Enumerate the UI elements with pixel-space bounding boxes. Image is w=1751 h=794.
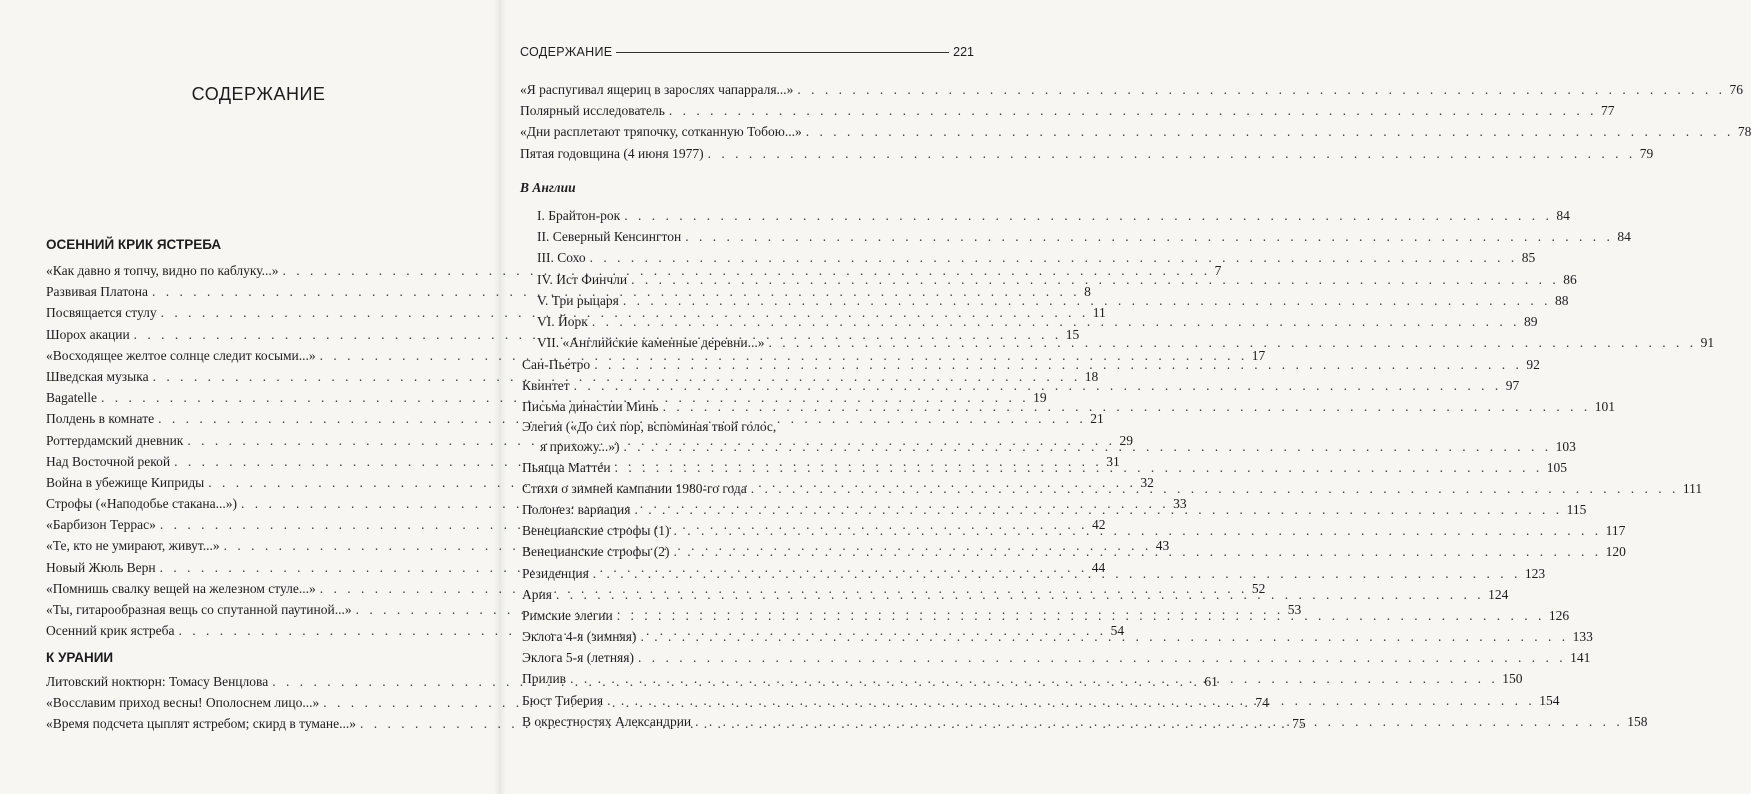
toc-leader-dots [768,332,1696,353]
toc-entry-page: 101 [1594,399,1615,415]
toc-entry-title: «Я распугивал ящериц в зарослях чапарраля...» [520,82,794,97]
toc-entry-page: 61 [1204,674,1218,689]
toc-leader-dots [574,375,1502,396]
toc-entry-title: Шорох акации [46,326,130,342]
page-title: СОДЕРЖАНИЕ [191,84,326,104]
toc-entry [520,143,1654,164]
toc-entry-title: Шведская музыка [46,368,149,384]
toc-entry-title: Полдень в комнате [46,411,155,427]
toc-entry-title: Ария [522,586,552,602]
toc-entry-page: 19 [1033,390,1047,406]
toc-entry [537,269,1577,290]
toc-entry-page: 17 [1251,347,1266,363]
toc-entry-page: 115 [1566,501,1587,517]
toc-entry-page: 29 [1119,432,1133,448]
toc-entry [537,290,1569,311]
toc-entry-page: 154 [1539,692,1560,708]
toc-entry-title: Римские элегии [522,607,613,623]
toc-entry [537,247,1536,268]
toc-entry-title: Сан-Пьетро [522,357,591,372]
toc-leader-dots [594,354,1522,375]
toc-leader-dots [638,647,1566,668]
toc-entry-title: Письма династии Минь [522,399,659,415]
toc-entry-title: Литовский ноктюрн: Томасу Венцлова [46,674,269,689]
toc-leader-dots [663,396,1591,417]
toc-entry [520,100,1615,121]
toc-entry-page: 124 [1488,586,1509,602]
section-heading: К УРАНИИ [46,650,114,665]
toc-entry-title: Посвящается стулу [46,305,157,321]
subsection-heading: В Англии [520,180,576,195]
toc-entry-title: «Как давно я топчу, видно по каблуку...» [46,263,279,278]
toc-entry-page: 86 [1563,271,1577,287]
toc-entry-title: «Ты, гитарообразная вещь со спутанной паутиной...» [46,602,352,617]
toc-entry-title: Роттердамский дневник [46,432,184,448]
toc-leader-dots [797,79,1725,100]
section-heading: ОСЕННИЙ КРИК ЯСТРЕБА [46,237,222,252]
toc-entry-title: Резиденция [522,565,589,581]
toc-entry [520,121,1751,142]
toc-entry-title: I. Брайтон-рок [537,208,621,223]
running-head [520,45,974,59]
toc-entry-title: Эклога 5-я (летняя) [522,650,634,666]
toc-entry-title: «Те, кто не умирают, живут...» [46,538,220,554]
toc-entry-page: 74 [1255,695,1269,711]
toc-entry-page: 33 [1173,496,1187,512]
toc-entry-page: 43 [1155,538,1170,554]
toc-entry-page: 105 [1546,459,1567,475]
toc-entry-page: 84 [1556,208,1570,223]
toc-entry-page: 79 [1639,145,1654,161]
toc-entry-title: Строфы («Наподобье стакана...») [46,496,237,512]
toc-entry-page: 141 [1570,650,1591,666]
toc-entry-page: 126 [1548,607,1570,623]
toc-entry-title: Полонез: вариация [522,501,631,517]
toc-leader-dots [615,457,1543,478]
toc-entry-title: Эклога 4-я (зимняя) [522,629,637,645]
toc-entry-title: II. Северный Кенсингтон [537,229,682,245]
toc-entry-page: 85 [1521,250,1536,266]
toc-entry-page: 103 [1555,438,1576,454]
toc-entry-page: 91 [1700,335,1715,351]
running-head-title: СОДЕРЖАНИЕ [520,45,613,59]
toc-entry-title-cont: я прихожу...») [540,438,620,454]
toc-leader-dots [674,520,1602,541]
toc-leader-dots [685,226,1613,247]
toc-entry-title: «Барбизон Террас» [46,517,156,533]
toc-entry-title: VII. «Английские каменные деревни...» [537,335,765,351]
toc-entry-title: «Восходящее желтое солнце следит косыми...» [46,347,316,363]
toc-entry-page: 76 [1729,82,1744,97]
toc-entry-page: 8 [1084,284,1091,300]
toc-entry-page: 123 [1524,565,1546,581]
toc-entry-page: 84 [1617,229,1631,245]
toc-entry-title: Бюст Тиберия [522,692,604,708]
toc-leader-dots [623,290,1551,311]
toc-leader-dots [640,626,1568,647]
toc-leader-dots [669,100,1597,121]
toc-entry-title: Bagatelle [46,390,97,406]
toc-entry-title: Новый Жюль Верн [46,559,156,575]
toc-entry-title: Пятая годовщина (4 июня 1977) [520,145,704,161]
toc-entry [520,79,1744,100]
toc-leader-dots [624,436,1552,457]
toc-entry-title: IV. Ист Финчли [537,271,628,287]
toc-leader-dots [634,499,1562,520]
toc-entry-title: VI. Йорк [537,313,588,329]
toc-entry-page: 120 [1605,544,1626,560]
toc-entry-title: V. Три рыцаря [537,292,619,308]
toc-leader-dots [806,121,1734,142]
toc-entry-page: 31 [1106,453,1120,469]
toc-leader-dots [708,143,1636,164]
toc-leader-dots [590,247,1518,268]
toc-entry-title: Пьяцца Маттéи [522,459,611,475]
toc-entry-page: 92 [1526,357,1540,372]
toc-entry-title: Венецианские строфы (2) [522,544,670,560]
toc-entry-page: 42 [1092,517,1106,533]
toc-entry-title: Полярный исследователь [520,103,665,119]
toc-leader-dots [593,563,1521,584]
running-head-rule [616,52,949,53]
toc-entry-title: Квинтет [522,378,570,394]
toc-entry-page: 75 [1292,716,1306,732]
toc-leader-dots [556,584,1484,605]
toc-entry-page: 18 [1084,368,1099,384]
toc-leader-dots [607,690,1535,711]
toc-entry-title: Прилив [522,671,567,687]
toc-leader-dots [617,605,1545,626]
toc-entry-title: Развивая Платона [46,284,149,300]
toc-leader-dots [751,478,1679,499]
toc-entry-title: «Восславим приход весны! Ополоснем лицо...» [46,695,320,711]
toc-entry-page: 89 [1523,313,1538,329]
toc-entry-page: 88 [1554,292,1569,308]
toc-entry-title: Над Восточной рекой [46,453,171,469]
toc-entry-page: 52 [1251,580,1266,596]
toc-entry-title: Венецианские строфы (1) [522,523,670,539]
toc-entry-page: 32 [1140,474,1154,490]
toc-entry-title: III. Сохо [537,250,586,266]
toc-entry-title: «Время подсчета цыплят ястребом; скирд в тумане...» [46,716,356,732]
toc-leader-dots [631,269,1559,290]
toc-entry-page: 78 [1737,124,1751,140]
toc-entry-page: 117 [1605,523,1626,539]
toc-entry-page: 54 [1110,623,1125,639]
toc-entry-title: Стихи о зимней кампании 1980-го года [522,480,747,496]
toc-entry-page: 150 [1502,671,1523,687]
toc-entry-title: В окрестностях Александрии [522,713,692,729]
toc-entry-page: 111 [1682,480,1703,496]
toc-entry-page: 15 [1065,326,1080,342]
toc-entry-page: 158 [1627,713,1648,729]
toc-entry-page: 133 [1572,629,1593,645]
toc-entry-title: Осенний крик ястреба [46,623,175,639]
toc-entry-page: 77 [1601,103,1615,119]
toc-leader-dots [592,311,1520,332]
toc-entry-page: 53 [1287,602,1302,617]
toc-leader-dots [695,711,1623,732]
toc-entry-page: 11 [1092,305,1106,321]
toc-entry-title: Война в убежище Киприды [46,474,205,490]
toc-entry-title: «Дни расплетают тряпочку, сотканную Тобою...» [520,124,802,140]
toc-leader-dots [570,668,1498,689]
toc-leader-dots [624,205,1552,226]
toc-leader-dots [674,541,1602,562]
toc-entry-page: 44 [1091,559,1106,575]
toc-entry-page: 97 [1505,378,1520,394]
toc-entry-title: «Помнишь свалку вещей на железном стуле...» [46,580,316,596]
toc-entry [537,205,1570,226]
toc-entry-page: 7 [1214,263,1222,278]
toc-entry-title: Элегия («До сих пор, вспоминая твой голос, [522,418,777,434]
toc-entry [537,226,1631,247]
toc-list-continued [520,79,1751,164]
toc-entry-page: 21 [1090,411,1104,427]
toc-entry [522,647,1591,668]
page-number: 221 [953,45,974,59]
